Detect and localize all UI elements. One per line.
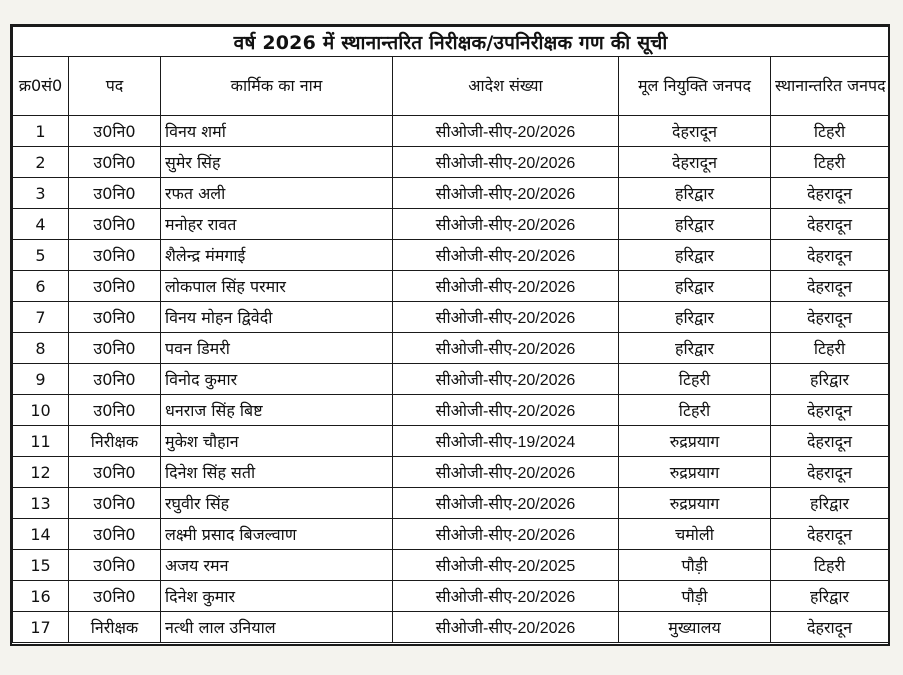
serial-number-cell: 2 [13, 147, 69, 178]
personnel-name-cell: नत्थी लाल उनियाल [161, 612, 393, 643]
personnel-name-cell: लोकपाल सिंह परमार [161, 271, 393, 302]
order-number-cell: सीओजी-सीए-20/2026 [393, 581, 619, 612]
table-row [13, 395, 889, 426]
header-serial-number: क्र0सं0 [13, 57, 69, 116]
order-number-cell: सीओजी-सीए-20/2026 [393, 147, 619, 178]
personnel-name-cell: सुमेर सिंह [161, 147, 393, 178]
table-row [13, 116, 889, 147]
personnel-name-cell: मुकेश चौहान [161, 426, 393, 457]
personnel-name-cell: मनोहर रावत [161, 209, 393, 240]
transferred-district-cell: हरिद्वार [771, 581, 889, 612]
serial-number-cell: 13 [13, 488, 69, 519]
header-personnel-name: कार्मिक का नाम [161, 57, 393, 116]
designation-cell: उ0नि0 [69, 271, 161, 302]
serial-number-cell: 5 [13, 240, 69, 271]
transferred-district-cell: देहरादून [771, 457, 889, 488]
transferred-district-cell: हरिद्वार [771, 488, 889, 519]
personnel-name-cell: पवन डिमरी [161, 333, 393, 364]
serial-number-cell: 7 [13, 302, 69, 333]
designation-cell: उ0नि0 [69, 519, 161, 550]
serial-number-cell: 14 [13, 519, 69, 550]
table-row [13, 581, 889, 612]
transferred-district-cell: देहरादून [771, 426, 889, 457]
transferred-district-cell: देहरादून [771, 271, 889, 302]
personnel-name-cell: दिनेश कुमार [161, 581, 393, 612]
designation-cell: उ0नि0 [69, 240, 161, 271]
header-row [13, 57, 889, 116]
order-number-cell: सीओजी-सीए-20/2026 [393, 116, 619, 147]
transfer-list-sheet [10, 24, 890, 646]
header-transferred-district: स्थानान्तरित जनपद [771, 57, 889, 116]
order-number-cell: सीओजी-सीए-20/2026 [393, 612, 619, 643]
original-district-cell: देहरादून [619, 147, 771, 178]
transferred-district-cell: टिहरी [771, 550, 889, 581]
original-district-cell: हरिद्वार [619, 271, 771, 302]
designation-cell: उ0नि0 [69, 581, 161, 612]
personnel-name-cell: रफत अली [161, 178, 393, 209]
personnel-name-cell: दिनेश सिंह सती [161, 457, 393, 488]
order-number-cell: सीओजी-सीए-20/2026 [393, 333, 619, 364]
table-row [13, 178, 889, 209]
original-district-cell: रुद्रप्रयाग [619, 488, 771, 519]
transferred-district-cell: देहरादून [771, 395, 889, 426]
transferred-district-cell: देहरादून [771, 178, 889, 209]
transferred-district-cell: देहरादून [771, 240, 889, 271]
table-row [13, 209, 889, 240]
transferred-district-cell: देहरादून [771, 302, 889, 333]
serial-number-cell: 11 [13, 426, 69, 457]
designation-cell: उ0नि0 [69, 457, 161, 488]
transferred-district-cell: टिहरी [771, 333, 889, 364]
order-number-cell: सीओजी-सीए-20/2026 [393, 178, 619, 209]
table-row [13, 519, 889, 550]
order-number-cell: सीओजी-सीए-20/2026 [393, 488, 619, 519]
transferred-district-cell: देहरादून [771, 612, 889, 643]
table-row [13, 426, 889, 457]
transferred-district-cell: देहरादून [771, 209, 889, 240]
table-body [13, 116, 889, 643]
designation-cell: निरीक्षक [69, 612, 161, 643]
designation-cell: उ0नि0 [69, 178, 161, 209]
designation-cell: उ0नि0 [69, 395, 161, 426]
original-district-cell: हरिद्वार [619, 302, 771, 333]
order-number-cell: सीओजी-सीए-20/2026 [393, 364, 619, 395]
serial-number-cell: 17 [13, 612, 69, 643]
transferred-district-cell: टिहरी [771, 116, 889, 147]
designation-cell: उ0नि0 [69, 302, 161, 333]
designation-cell: उ0नि0 [69, 116, 161, 147]
table-row [13, 550, 889, 581]
serial-number-cell: 4 [13, 209, 69, 240]
transfer-list-table [12, 26, 889, 643]
table-row [13, 612, 889, 643]
table-row [13, 333, 889, 364]
serial-number-cell: 1 [13, 116, 69, 147]
order-number-cell: सीओजी-सीए-20/2026 [393, 457, 619, 488]
designation-cell: उ0नि0 [69, 333, 161, 364]
table-row [13, 302, 889, 333]
transferred-district-cell: देहरादून [771, 519, 889, 550]
header-original-district: मूल नियुक्ति जनपद [619, 57, 771, 116]
table-row [13, 488, 889, 519]
serial-number-cell: 12 [13, 457, 69, 488]
header-order-number: आदेश संख्या [393, 57, 619, 116]
personnel-name-cell: लक्ष्मी प्रसाद बिजल्वाण [161, 519, 393, 550]
table-row [13, 364, 889, 395]
serial-number-cell: 15 [13, 550, 69, 581]
personnel-name-cell: विनोद कुमार [161, 364, 393, 395]
personnel-name-cell: रघुवीर सिंह [161, 488, 393, 519]
designation-cell: उ0नि0 [69, 364, 161, 395]
table-row [13, 271, 889, 302]
transferred-district-cell: हरिद्वार [771, 364, 889, 395]
personnel-name-cell: विनय शर्मा [161, 116, 393, 147]
order-number-cell: सीओजी-सीए-19/2024 [393, 426, 619, 457]
designation-cell: निरीक्षक [69, 426, 161, 457]
serial-number-cell: 8 [13, 333, 69, 364]
order-number-cell: सीओजी-सीए-20/2026 [393, 271, 619, 302]
original-district-cell: हरिद्वार [619, 333, 771, 364]
designation-cell: उ0नि0 [69, 488, 161, 519]
table-row [13, 240, 889, 271]
serial-number-cell: 9 [13, 364, 69, 395]
original-district-cell: देहरादून [619, 116, 771, 147]
serial-number-cell: 6 [13, 271, 69, 302]
order-number-cell: सीओजी-सीए-20/2025 [393, 550, 619, 581]
document-title: वर्ष 2026 में स्थानान्तरित निरीक्षक/उपनिरीक्षक गण की सूची [13, 27, 889, 57]
original-district-cell: हरिद्वार [619, 209, 771, 240]
order-number-cell: सीओजी-सीए-20/2026 [393, 302, 619, 333]
designation-cell: उ0नि0 [69, 209, 161, 240]
original-district-cell: पौड़ी [619, 550, 771, 581]
original-district-cell: हरिद्वार [619, 178, 771, 209]
original-district-cell: पौड़ी [619, 581, 771, 612]
order-number-cell: सीओजी-सीए-20/2026 [393, 395, 619, 426]
original-district-cell: टिहरी [619, 364, 771, 395]
original-district-cell: हरिद्वार [619, 240, 771, 271]
original-district-cell: टिहरी [619, 395, 771, 426]
serial-number-cell: 10 [13, 395, 69, 426]
transferred-district-cell: टिहरी [771, 147, 889, 178]
table-row [13, 457, 889, 488]
original-district-cell: चमोली [619, 519, 771, 550]
serial-number-cell: 3 [13, 178, 69, 209]
personnel-name-cell: शैलेन्द्र मंमगाई [161, 240, 393, 271]
original-district-cell: रुद्रप्रयाग [619, 426, 771, 457]
designation-cell: उ0नि0 [69, 550, 161, 581]
designation-cell: उ0नि0 [69, 147, 161, 178]
serial-number-cell: 16 [13, 581, 69, 612]
personnel-name-cell: विनय मोहन द्विवेदी [161, 302, 393, 333]
personnel-name-cell: अजय रमन [161, 550, 393, 581]
order-number-cell: सीओजी-सीए-20/2026 [393, 240, 619, 271]
table-row [13, 147, 889, 178]
order-number-cell: सीओजी-सीए-20/2026 [393, 519, 619, 550]
original-district-cell: मुख्यालय [619, 612, 771, 643]
original-district-cell: रुद्रप्रयाग [619, 457, 771, 488]
order-number-cell: सीओजी-सीए-20/2026 [393, 209, 619, 240]
personnel-name-cell: धनराज सिंह बिष्ट [161, 395, 393, 426]
header-designation: पद [69, 57, 161, 116]
